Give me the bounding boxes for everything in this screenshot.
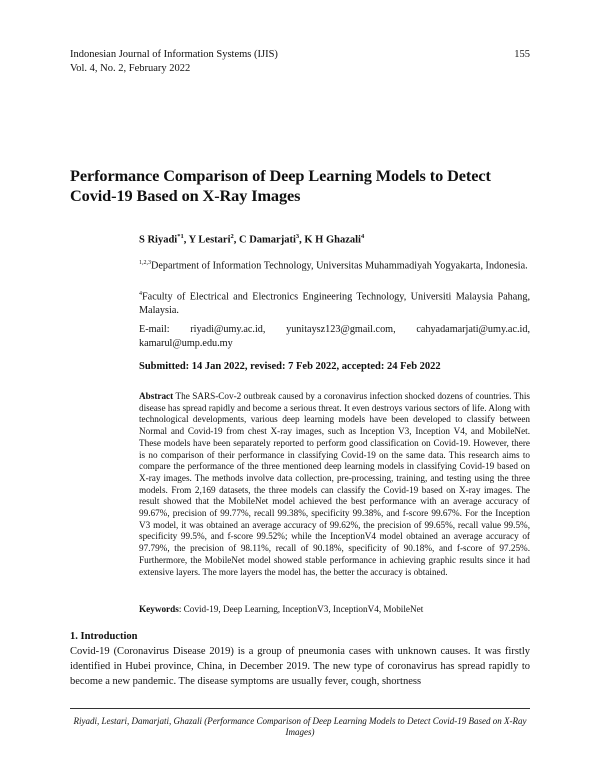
footer-divider	[70, 708, 530, 709]
affiliation-text: Faculty of Electrical and Electronics Engineering Technology, Universiti Malaysia Pahang, Malaysia.	[139, 291, 530, 317]
running-header	[70, 48, 530, 76]
author-name: K H Ghazali	[304, 234, 361, 246]
author-name: C Damarjati	[239, 234, 296, 246]
email-line: E-mail: riyadi@umy.ac.id, yunitaysz123@gmail.com, cahyadamarjati@umy.ac.id, kamarul@ump.edu.my	[139, 324, 530, 349]
journal-volume: Vol. 4, No. 2, February 2022	[70, 63, 191, 74]
keywords-label: Keywords	[139, 604, 179, 614]
affiliation-text: Department of Information Technology, Universitas Muhammadiyah Yogyakarta, Indonesia.	[151, 260, 528, 272]
author-sup: *1	[177, 233, 184, 240]
author-sup: 4	[360, 233, 365, 240]
author-sup: 3	[295, 233, 300, 240]
paper-title: Performance Comparison of Deep Learning Models to Detect Covid-19 Based on X-Ray Images	[70, 166, 491, 205]
journal-name: Indonesian Journal of Information Systems (IJIS)	[70, 49, 278, 60]
submission-dates: Submitted: 14 Jan 2022, revised: 7 Feb 2022, accepted: 24 Feb 2022	[139, 361, 441, 372]
author-name: S Riyadi	[139, 234, 178, 246]
keywords-text: : Covid-19, Deep Learning, InceptionV3, InceptionV4, MobileNet	[178, 604, 424, 614]
author-name: Y Lestari	[188, 234, 231, 246]
affiliation-sup: 1,2,3	[139, 260, 151, 266]
body-paragraph: Covid-19 (Coronavirus Disease 2019) is a group of pneumonia cases with unknown causes. It was firstly identified in Hubei province, China, in December 2019. The new type of coronavirus has spread rapidly to become a new pandemic. The disease symptoms are usually fever, cough, shortness	[70, 646, 530, 687]
affiliation	[139, 256, 530, 273]
author-list: S Riyadi$^{*1}$, Y Lestari$^2$, C Damarjati$^3$, K H Ghazali$^4$	[139, 233, 365, 246]
abstract-text: The SARS-Cov-2 outbreak caused by a coronavirus infection shocked dozens of countries. This disease has spread rapidly and become a serious threat. It even destroys various sectors of life. Along with technological developments, various deep learning models have been developed to classify between Normal and Covid-19 from chest X-ray images, such as Inception V3, Inception V4, and MobileNet. These models have been separately reported to perform good classification on Covid-19. However, there is no comparison of their performance in classifying Covid-19 on the same data. This research aims to compare the performance of the three mentioned deep learning models in classifying Covid-19 based on X-ray images. The methods involve data collection, pre-processing, training, and testing using the three models. From 2,169 datasets, the three models can classify the Covid-19 based on X-ray images. The result showed that the MobileNet model achieved the best performance with an average accuracy of 99.67%, precision of 99.77%, recall 99.38%, specificity 99.38%, and f-score 99.67%. For the Inception V3 model, it was obtained an average accuracy of 99.62%, the precision of 99.65%, recall value 99.5%, specificity 99.5%, and f-score 99.52%; while the InceptionV4 model obtained an average accuracy of 97.79%, the precision of 98.11%, recall of 90.18%, specificity of 90.18%, and f-score of 97.25%. Furthermore, the MobileNet model showed stable performance in achieving graphic results since it had extensive layers. The more layers the model has, the better the accuracy is obtained.	[139, 391, 530, 577]
page-number: 155	[514, 49, 530, 60]
abstract-label: Abstract	[139, 391, 174, 401]
section-heading: 1. Introduction	[70, 631, 138, 642]
affiliation-sup: 4	[139, 291, 142, 297]
running-footer: Riyadi, Lestari, Damarjati, Ghazali (Performance Comparison of Deep Learning Models to Detect Covid-19 Based on X-Ray Images)	[73, 716, 527, 737]
abstract	[139, 391, 530, 578]
author-sup: 2	[230, 233, 234, 240]
keywords	[139, 604, 530, 614]
affiliation	[139, 287, 530, 318]
